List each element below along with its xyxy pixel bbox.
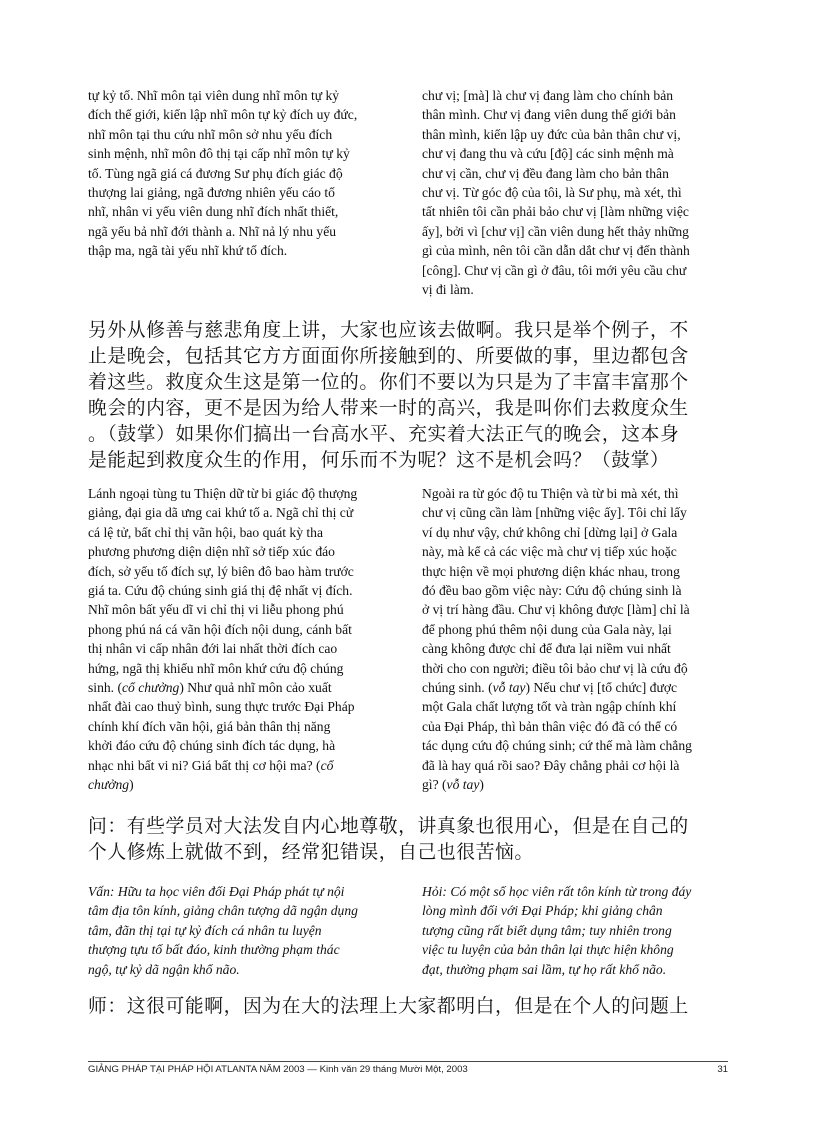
applause-note: vỗ tay <box>492 680 526 696</box>
text-block-2 <box>88 484 728 795</box>
text-run: ) <box>129 777 134 793</box>
column-right <box>422 86 728 299</box>
applause-note: cổ chưởng <box>88 757 334 793</box>
chinese-question: 问：有些学员对大法发自内心地尊敬，讲真象也很用心，但是在自己的 个人修炼上就做不到，经常犯错误，自己也很苦恼。 <box>88 816 689 863</box>
paragraph-vietnamese <box>422 484 728 795</box>
paragraph-vietnamese: chư vị; [mà] là chư vị đang làm cho chính bản thân mình. Chư vị đang viên dung thế giới bản thân mình, kiến lập uy đức của bản thân chư vị, chư vị đang thu và cứu [độ] các sinh mệnh mà chư vị cần, chư vị đều đang làm cho bản thân chư vị. Từ góc độ của tôi, là Sư phụ, mà xét, thì tất nhiên tôi cần phải bảo chư vị [làm những việc ấy], bởi vì [chư vị] cần viên dung hết thảy những gì của mình, nên tôi cần dẫn dắt chư vị đến thành [công]. Chư vị cần gì ở đâu, tôi mới yêu cầu chư vị đi làm. <box>422 88 690 298</box>
footer-title: GIẢNG PHÁP TẠI PHÁP HỘI ATLANTA NĂM 2003 — Kinh văn 29 tháng Mười Một, 2003 <box>88 1064 468 1075</box>
paragraph-pinyin <box>88 484 394 795</box>
text-run: ) Như quả nhĩ môn cảo xuất nhất đài cao thuỷ bình, sung thực trước Đại Pháp chính khí đích vãn hội, giá bản thân thị năng khởi đáo cứu độ chúng sinh đích tác dụng, hà nhạc nhi bất vi ni? Giá bất thị cơ hội ma? ( <box>88 680 355 773</box>
question-vietnamese: Hỏi: Có một số học viên rất tôn kính từ trong đáy lòng mình đối với Đại Pháp; khi giảng chân tượng cũng rất biết dụng tâm; tuy nhiên trong việc tu luyện của bản thân lại thực hiện không đạt, thường phạm sai lầm, tự họ rất khổ não. <box>422 884 692 977</box>
column-left <box>88 484 394 795</box>
applause-note: cổ chưởng <box>121 680 180 696</box>
column-right <box>422 882 728 979</box>
text-run: ) <box>479 777 484 793</box>
text-block-1 <box>88 86 728 299</box>
footer-divider <box>88 1061 728 1062</box>
column-right <box>422 484 728 795</box>
text-run: ) Nếu chư vị [tổ chức] được một Gala chất lượng tốt và tràn ngập chính khí của Đại Pháp, thì bản thân việc đó đã có thể có tác dụng cứu độ chúng sinh; cứ thế mà làm chẳng đã là hay quá rồi sao? Đây chẳng phải cơ hội là gì? ( <box>422 680 692 793</box>
chinese-paragraph-1: 另外从修善与慈悲角度上讲，大家也应该去做啊。我只是举个例子，不 止是晚会，包括其它方方面面你所接触到的、所要做的事，里边都包含 着这些。救度众生这是第一位的。你们不要以为只是为了丰富丰富那个 晚会的内容，更不是因为给人带来一时的高兴，我是叫你们去救度众生 。（鼓掌）如果你们搞出一台高水平、充实着大法正气的晚会，这本身 是能起到救度众生的作用，何乐而不为呢？这不是机会吗？（鼓掌） <box>88 320 689 471</box>
column-left <box>88 882 394 979</box>
column-left <box>88 86 394 299</box>
paragraph-pinyin: tự kỷ tố. Nhĩ môn tại viên dung nhĩ môn tự kỷ đích thế giới, kiến lập nhĩ môn tự kỷ đích uy đức, nhĩ môn tại thu cứu nhĩ môn sở nhu yếu đích sinh mệnh, nhĩ môn đô thị tại cấp nhĩ môn tự kỷ tố. Tùng ngã giá cá đương Sư phụ đích giác độ thượng lai giảng, ngã đương nhiên yếu cáo tố nhĩ, nhân vi yếu viên dung nhĩ đích nhất thiết, ngã yếu bả nhĩ đới thành a. Nhĩ nả lý nhu yếu thập ma, ngã tài yếu nhĩ khứ tố đích. <box>88 88 358 259</box>
chinese-answer: 师：这很可能啊，因为在大的法理上大家都明白，但是在个人的问题上 <box>88 996 689 1017</box>
text-run: Ngoài ra từ góc độ tu Thiện và từ bi mà xét, thì chư vị cũng cần làm [những việc ấy]. Tôi chỉ lấy ví dụ như vậy, chứ không chỉ [dừng lại] ở Gala này, mà kể cả các việc mà chư vị tiếp xúc hoặc thực hiện về mọi phương diện khác nhau, trong đó đều bao gồm việc này: Cứu độ chúng sinh là ở vị trí hàng đầu. Chư vị không được [làm] chỉ là để phong phú thêm nội dung của Gala này, lại càng không được chỉ để đưa lại niềm vui nhất thời cho con người; điều tôi bảo chư vị là cứu độ chúng sinh. ( <box>422 486 690 696</box>
applause-note: vỗ tay <box>446 777 480 793</box>
question-pinyin: Vấn: Hữu ta học viên đối Đại Pháp phát tự nội tâm địa tôn kính, giảng chân tượng dã ngận dụng tâm, đãn thị tại tự kỷ đích cá nhân tu luyện thượng tựu tố bất đáo, kinh thường phạm thác ngộ, tự kỷ dã ngận khổ não. <box>88 884 358 977</box>
page-footer <box>88 1064 728 1076</box>
page-number: 31 <box>717 1064 728 1075</box>
text-block-3 <box>88 882 728 979</box>
text-run: Lánh ngoại tùng tu Thiện dữ từ bi giác độ thượng giảng, đại gia dã ưng cai khứ tố a. Ngã chỉ thị cử cá lệ tử, bất chỉ thị vãn hội, bao quát kỳ tha phương phương diện diện nhĩ sở tiếp xúc đáo đích, sở yếu tố đích sự, lý biên đô bao hàm trước giá ta. Cứu độ chúng sinh giá thị đệ nhất vị đích. Nhĩ môn bất yếu dĩ vi chỉ thị vi liễu phong phú phong phú ná cá vãn hội đích nội dung, cánh bất thị nhân vi cấp nhân đới lai nhất thời đích cao hứng, ngã thị khiếu nhĩ môn khứ cứu độ chúng sinh. ( <box>88 486 358 696</box>
